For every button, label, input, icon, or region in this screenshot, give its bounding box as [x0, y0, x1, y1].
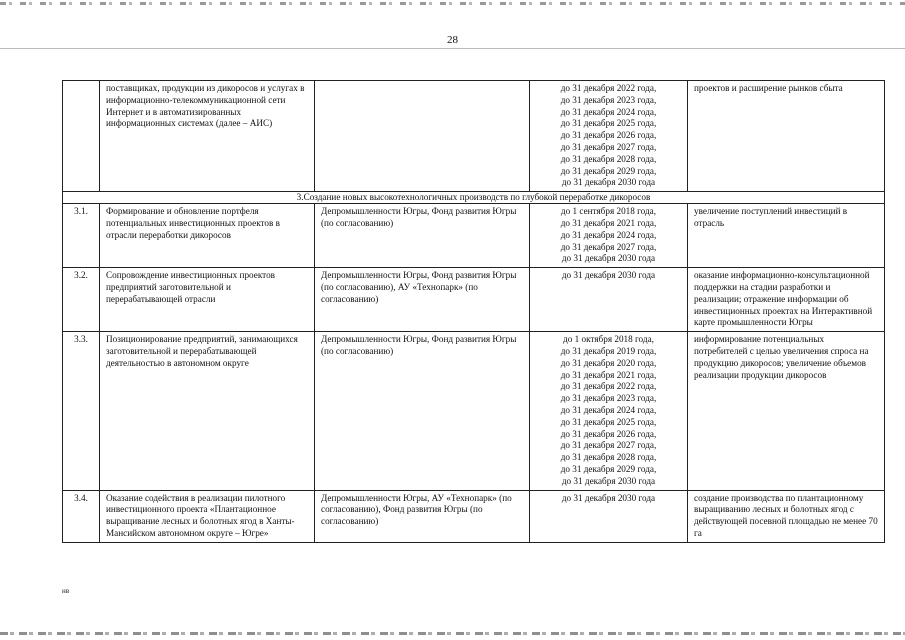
- page-number: 28: [447, 34, 458, 46]
- table-row: [63, 490, 885, 542]
- footer-mark: нв: [62, 587, 70, 595]
- measure-cell: Сопровождение инвестиционных проектов предприятий заготовительной и перерабатывающей отрасли: [100, 268, 315, 332]
- deadline-date: до 31 декабря 2025 года,: [560, 416, 657, 427]
- deadline-cell: [530, 204, 688, 268]
- table-row: [63, 204, 885, 268]
- measures-table: [62, 80, 885, 543]
- deadline-date: до 31 декабря 2024 года,: [560, 229, 657, 240]
- row-number: 3.3.: [63, 332, 100, 490]
- deadline-date: до 31 декабря 2030 года: [561, 492, 656, 503]
- section-heading-row: [63, 192, 885, 204]
- responsible-cell: Депромышленности Югры, Фонд развития Югры (по согласованию): [315, 332, 530, 490]
- deadline-date: до 31 декабря 2027 года,: [560, 440, 657, 451]
- scan-edge-bottom: [0, 632, 905, 635]
- deadline-date: до 31 декабря 2030 года: [561, 475, 656, 486]
- header-rule: [0, 48, 905, 49]
- section-title: 3.Создание новых высокотехнологичных производств по глубокой переработке дикоросов: [63, 192, 885, 204]
- deadline-date: до 31 декабря 2022 года,: [560, 83, 657, 93]
- result-cell: создание производства по плантационному выращиванию лесных и болотных ягод с действующей посевной площадью не менее 70 га: [688, 490, 885, 542]
- deadline-date: до 31 декабря 2021 года,: [560, 217, 657, 228]
- result-cell: оказание информационно-консультационной поддержки на стадии разработки и реализации; отражение информации об инвестиционных проектах на Интерактивной карте промышленности Югры: [688, 268, 885, 332]
- deadline-date: до 31 декабря 2024 года,: [560, 106, 657, 117]
- deadline-date: до 31 декабря 2029 года,: [560, 165, 657, 176]
- measure-cell: Позиционирование предприятий, занимающихся заготовительной и перерабатывающей деятельностью в автономном округе: [100, 332, 315, 490]
- deadline-date: до 31 декабря 2023 года,: [560, 393, 657, 404]
- deadline-cell: [530, 332, 688, 490]
- deadline-date: до 31 декабря 2026 года,: [560, 130, 657, 141]
- row-number: 3.2.: [63, 268, 100, 332]
- deadline-date: до 31 декабря 2030 года: [561, 177, 656, 188]
- deadline-date: до 31 декабря 2030 года: [561, 253, 656, 264]
- deadline-date: до 31 декабря 2020 года,: [560, 357, 657, 368]
- deadline-date: до 31 декабря 2030 года: [561, 270, 656, 281]
- responsible-cell: Депромышленности Югры, Фонд развития Югры (по согласованию): [315, 204, 530, 268]
- deadline-date: до 31 декабря 2021 года,: [560, 369, 657, 380]
- responsible-cell: [315, 81, 530, 192]
- result-cell: увеличение поступлений инвестиций в отрасль: [688, 204, 885, 268]
- deadline-date: до 31 декабря 2022 года,: [560, 381, 657, 392]
- scan-edge-top: [0, 2, 905, 5]
- deadline-date: до 31 декабря 2025 года,: [560, 118, 657, 129]
- deadline-date: до 31 декабря 2028 года,: [560, 452, 657, 463]
- deadline-date: до 31 декабря 2028 года,: [560, 153, 657, 164]
- deadline-cell: [530, 81, 688, 192]
- responsible-cell: Депромышленности Югры, Фонд развития Югры (по согласованию), АУ «Технопарк» (по согласованию): [315, 268, 530, 332]
- responsible-cell: Депромышленности Югры, АУ «Технопарк» (по согласованию), Фонд развития Югры (по согласованию): [315, 490, 530, 542]
- deadline-date: до 31 декабря 2026 года,: [560, 428, 657, 439]
- deadline-cell: [530, 268, 688, 332]
- deadline-date: до 1 сентября 2018 года,: [560, 206, 657, 217]
- measure-cell: поставщиках, продукции из дикоросов и услугах в информационно-телекоммуникационной сети Интернет и в автоматизированных информационных системах (далее – АИС): [100, 81, 315, 192]
- measure-cell: Оказание содействия в реализации пилотного инвестиционного проекта «Плантационное выращивание лесных и болотных ягод в Ханты-Мансийском автономном округе – Югре»: [100, 490, 315, 542]
- row-number: 3.1.: [63, 204, 100, 268]
- row-number: 3.4.: [63, 490, 100, 542]
- deadline-date: до 31 декабря 2027 года,: [560, 241, 657, 252]
- deadline-date: до 1 октября 2018 года,: [563, 334, 654, 345]
- table-row: [63, 332, 885, 490]
- deadline-date: до 31 декабря 2024 года,: [560, 404, 657, 415]
- measure-cell: Формирование и обновление портфеля потенциальных инвестиционных проектов в отрасли переработки дикоросов: [100, 204, 315, 268]
- deadline-date: до 31 декабря 2027 года,: [560, 141, 657, 152]
- table-row: [63, 268, 885, 332]
- row-number: [63, 81, 100, 192]
- deadline-date: до 31 декабря 2029 года,: [560, 463, 657, 474]
- result-cell: информирование потенциальных потребителей с целью увеличения спроса на продукцию дикоросов; увеличение объемов реализации продукции дикоросов: [688, 332, 885, 490]
- deadline-date: до 31 декабря 2023 года,: [560, 94, 657, 105]
- deadline-date: до 31 декабря 2019 года,: [560, 345, 657, 356]
- table-row: [63, 81, 885, 192]
- result-cell: проектов и расширение рынков сбыта: [688, 81, 885, 192]
- deadline-cell: [530, 490, 688, 542]
